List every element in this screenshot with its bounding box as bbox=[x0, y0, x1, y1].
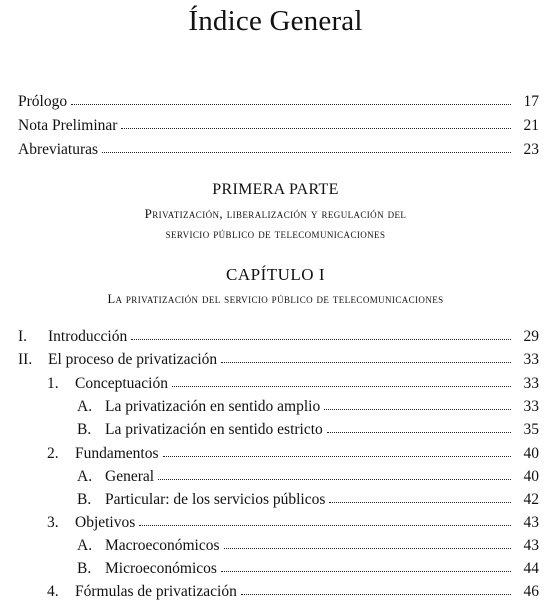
part-heading: PRIMERA PARTE bbox=[212, 181, 339, 198]
entry-label: Objetivos bbox=[75, 514, 136, 531]
dot-leader bbox=[121, 125, 511, 129]
toc-entry bbox=[47, 582, 539, 602]
dot-leader bbox=[327, 429, 511, 433]
entry-page: 29 bbox=[523, 328, 539, 345]
entry-label: Abreviaturas bbox=[18, 141, 99, 158]
entry-page: 40 bbox=[523, 445, 539, 462]
entry-page: 42 bbox=[523, 491, 539, 508]
entry-label: Introducción bbox=[48, 328, 128, 345]
entry-number: 3. bbox=[47, 514, 59, 531]
entry-number: 4. bbox=[47, 583, 59, 600]
entry-label: General bbox=[105, 468, 155, 485]
toc-entry-prologo bbox=[18, 92, 539, 112]
entry-label: Macroeconómicos bbox=[105, 537, 220, 554]
toc-entry bbox=[47, 444, 539, 464]
entry-page: 21 bbox=[523, 117, 539, 134]
dot-leader bbox=[139, 522, 511, 526]
toc-entry bbox=[77, 559, 539, 579]
toc-entry bbox=[77, 467, 539, 487]
entry-page: 33 bbox=[523, 398, 539, 415]
dot-leader bbox=[324, 406, 511, 410]
toc-entry bbox=[47, 513, 539, 533]
entry-page: 23 bbox=[523, 141, 539, 158]
dot-leader bbox=[329, 499, 511, 503]
toc-entry bbox=[77, 420, 539, 440]
page-title: Índice General bbox=[188, 5, 363, 37]
entry-page: 43 bbox=[523, 537, 539, 554]
entry-number: A. bbox=[77, 468, 93, 485]
entry-label: La privatización en sentido estricto bbox=[105, 421, 323, 438]
entry-number: 1. bbox=[47, 375, 59, 392]
entry-label: El proceso de privatización bbox=[48, 351, 218, 368]
dot-leader bbox=[172, 383, 511, 387]
toc-entry bbox=[77, 397, 539, 417]
dot-leader bbox=[221, 568, 511, 572]
entry-page: 33 bbox=[523, 375, 539, 392]
dot-leader bbox=[224, 545, 512, 549]
entry-page: 46 bbox=[523, 583, 539, 600]
entry-number: A. bbox=[77, 398, 93, 415]
entry-page: 43 bbox=[523, 514, 539, 531]
entry-label: Conceptuación bbox=[75, 375, 168, 392]
entry-number: B. bbox=[77, 560, 92, 577]
toc-entry bbox=[77, 536, 539, 556]
entry-page: 35 bbox=[523, 421, 539, 438]
entry-number: 2. bbox=[47, 445, 59, 462]
entry-page: 40 bbox=[523, 468, 539, 485]
entry-number: I. bbox=[18, 328, 28, 345]
entry-page: 44 bbox=[523, 560, 539, 577]
entry-label: Fórmulas de privatización bbox=[75, 583, 237, 600]
toc-entry bbox=[77, 490, 539, 510]
entry-page: 33 bbox=[523, 351, 539, 368]
entry-label: Prólogo bbox=[18, 93, 68, 110]
dot-leader bbox=[221, 359, 511, 363]
chapter-subtitle: La privatización del servicio público de telecomunicaciones bbox=[107, 292, 444, 306]
dot-leader bbox=[71, 101, 511, 105]
chapter-heading: CAPÍTULO I bbox=[226, 265, 325, 284]
dot-leader bbox=[102, 149, 511, 153]
dot-leader bbox=[241, 591, 511, 595]
entry-number: B. bbox=[77, 491, 92, 508]
entry-number: B. bbox=[77, 421, 92, 438]
part-subtitle-line2: servicio público de telecomunicaciones bbox=[165, 226, 386, 241]
toc-entry-abreviaturas bbox=[18, 140, 539, 160]
toc-entry bbox=[47, 374, 539, 394]
entry-label: La privatización en sentido amplio bbox=[105, 398, 321, 415]
entry-page: 17 bbox=[523, 93, 539, 110]
entry-label: Particular: de los servicios públicos bbox=[105, 491, 326, 508]
entry-number: II. bbox=[18, 351, 33, 368]
entry-label: Microeconómicos bbox=[105, 560, 217, 577]
dot-leader bbox=[158, 476, 511, 480]
toc-entry bbox=[18, 327, 539, 347]
toc-entry bbox=[18, 350, 539, 370]
dot-leader bbox=[163, 453, 511, 457]
entry-label: Nota Preliminar bbox=[18, 117, 118, 134]
toc-entry-nota-preliminar bbox=[18, 116, 539, 136]
part-subtitle-line1: Privatización, liberalización y regulación del bbox=[144, 206, 407, 221]
entry-number: A. bbox=[77, 537, 93, 554]
entry-label: Fundamentos bbox=[75, 445, 159, 462]
dot-leader bbox=[131, 336, 511, 340]
